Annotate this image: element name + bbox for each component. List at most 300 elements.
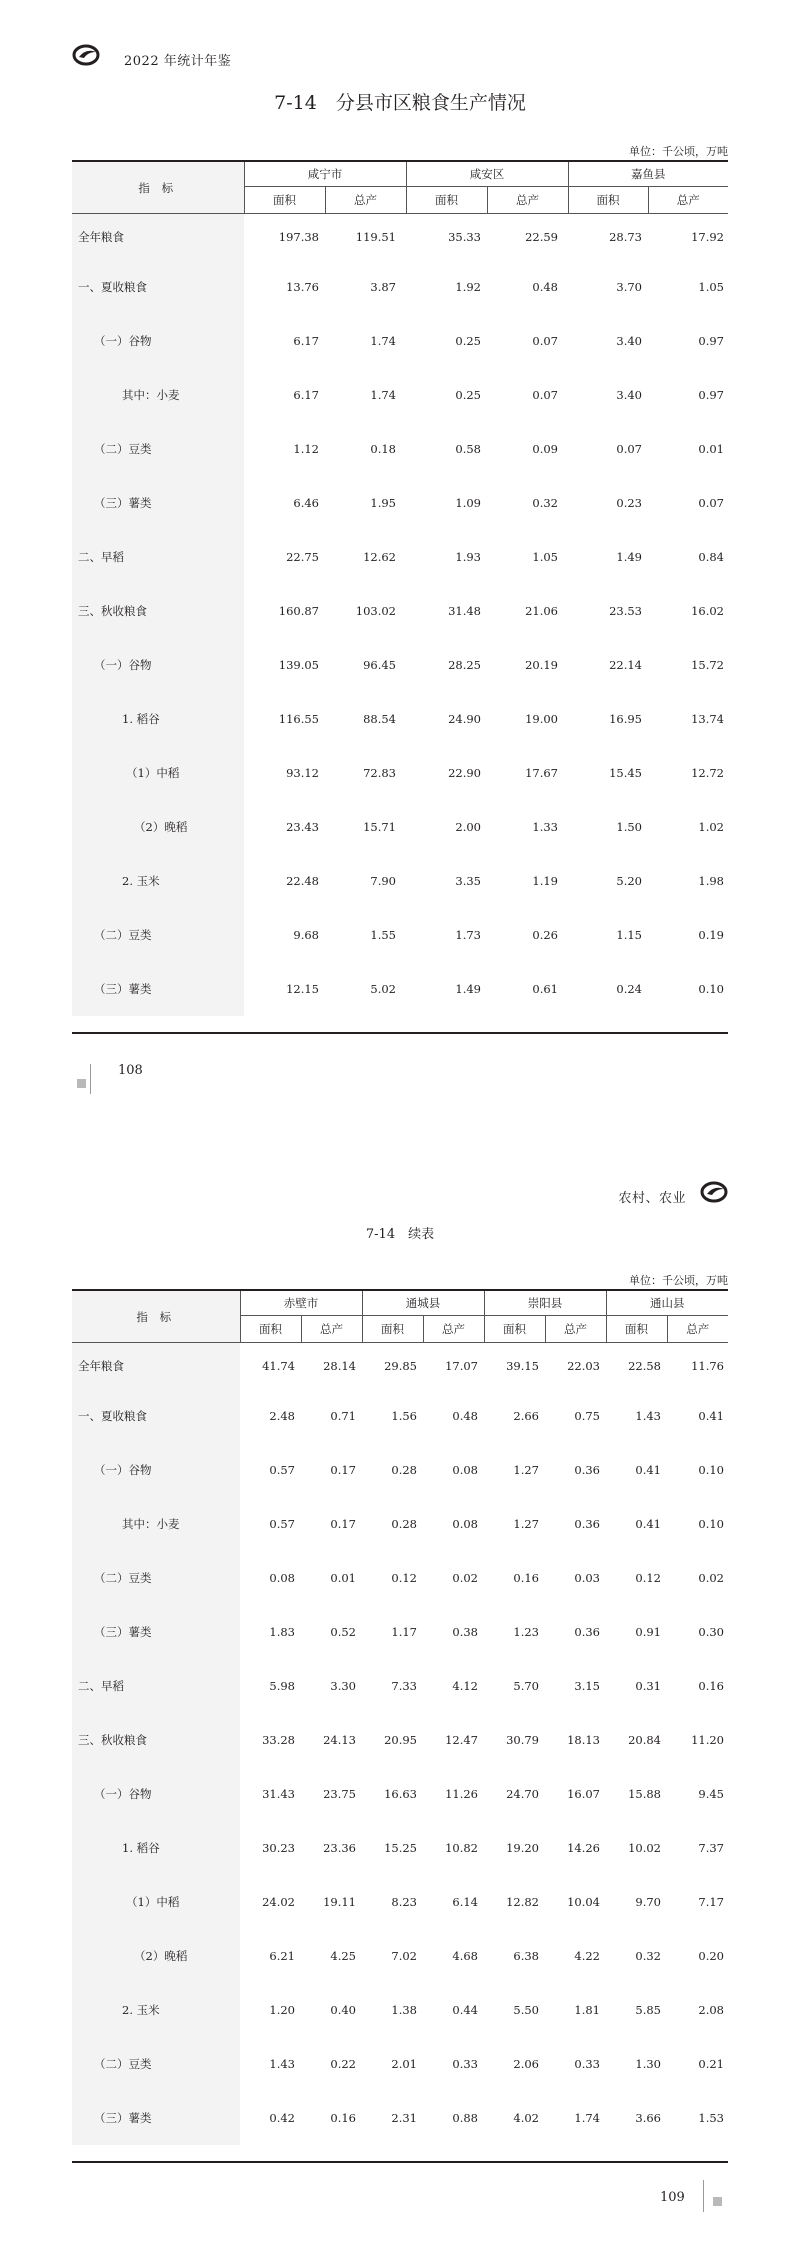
folio-rule <box>90 1064 91 1094</box>
area-header: 面积 <box>484 1316 545 1343</box>
area-value: 0.57 <box>269 1462 295 1477</box>
area-value: 0.23 <box>616 495 642 510</box>
row-label: （2）晚稻 <box>72 1929 240 1983</box>
output-value: 0.03 <box>574 1570 600 1585</box>
output-value: 0.01 <box>330 1570 356 1585</box>
area-value: 5.20 <box>616 873 642 888</box>
area-value: 0.91 <box>635 1624 661 1639</box>
output-value: 0.36 <box>574 1624 600 1639</box>
table-row <box>72 1821 728 1875</box>
output-value: 17.07 <box>445 1358 478 1373</box>
area-value: 1.73 <box>455 927 481 942</box>
area-header: 面积 <box>406 187 487 214</box>
output-value: 0.32 <box>532 495 558 510</box>
area-value: 7.33 <box>391 1678 417 1693</box>
row-label: 1. 稻谷 <box>72 1821 240 1875</box>
output-value: 17.92 <box>691 229 724 244</box>
output-value: 3.15 <box>574 1678 600 1693</box>
region-header: 赤壁市 <box>240 1290 362 1316</box>
area-value: 1.15 <box>616 927 642 942</box>
output-header: 总产 <box>301 1316 362 1343</box>
table-body <box>72 1343 728 2145</box>
table-body <box>72 214 728 1016</box>
region-header: 通城县 <box>362 1290 484 1316</box>
output-value: 88.54 <box>363 711 396 726</box>
output-value: 18.13 <box>567 1732 600 1747</box>
area-value: 1.27 <box>513 1516 539 1531</box>
output-value: 0.71 <box>330 1408 356 1423</box>
output-value: 96.45 <box>363 657 396 672</box>
area-value: 28.25 <box>448 657 481 672</box>
output-value: 1.05 <box>698 279 724 294</box>
area-value: 13.76 <box>286 279 319 294</box>
output-value: 23.75 <box>323 1786 356 1801</box>
output-value: 7.37 <box>698 1840 724 1855</box>
output-value: 4.25 <box>330 1948 356 1963</box>
output-value: 0.26 <box>532 927 558 942</box>
table-row <box>72 1551 728 1605</box>
area-value: 2.01 <box>391 2056 417 2071</box>
output-value: 1.05 <box>532 549 558 564</box>
area-value: 3.40 <box>616 333 642 348</box>
indicator-header: 指 标 <box>72 1290 240 1343</box>
output-value: 0.10 <box>698 1516 724 1531</box>
output-value: 0.16 <box>330 2110 356 2125</box>
area-value: 1.43 <box>269 2056 295 2071</box>
region-header: 通山县 <box>606 1290 728 1316</box>
output-value: 14.26 <box>567 1840 600 1855</box>
area-value: 12.15 <box>286 981 319 996</box>
output-value: 5.02 <box>370 981 396 996</box>
area-value: 2.06 <box>513 2056 539 2071</box>
area-value: 0.25 <box>455 387 481 402</box>
unit-note: 单位：千公顷，万吨 <box>629 1274 728 1287</box>
row-label: 三、秋收粮食 <box>72 1713 240 1767</box>
table-row <box>72 1983 728 2037</box>
unit-note: 单位：千公顷，万吨 <box>629 145 728 158</box>
row-label: （二）豆类 <box>72 2037 240 2091</box>
output-value: 0.02 <box>452 1570 478 1585</box>
area-value: 0.16 <box>513 1570 539 1585</box>
area-header: 面积 <box>568 187 648 214</box>
row-label: （1）中稻 <box>72 1875 240 1929</box>
output-value: 0.09 <box>532 441 558 456</box>
output-value: 0.40 <box>330 2002 356 2017</box>
output-value: 0.41 <box>698 1408 724 1423</box>
output-header: 总产 <box>648 187 728 214</box>
output-value: 15.72 <box>691 657 724 672</box>
area-value: 2.00 <box>455 819 481 834</box>
row-label: 全年粮食 <box>72 1343 240 1389</box>
output-header: 总产 <box>325 187 406 214</box>
area-value: 23.53 <box>609 603 642 618</box>
area-value: 4.02 <box>513 2110 539 2125</box>
area-value: 16.63 <box>384 1786 417 1801</box>
table-row <box>72 854 728 908</box>
area-value: 0.07 <box>616 441 642 456</box>
area-value: 0.24 <box>616 981 642 996</box>
area-value: 3.40 <box>616 387 642 402</box>
area-value: 20.95 <box>384 1732 417 1747</box>
area-value: 1.83 <box>269 1624 295 1639</box>
output-value: 12.47 <box>445 1732 478 1747</box>
area-value: 22.75 <box>286 549 319 564</box>
row-label: （一）谷物 <box>72 1767 240 1821</box>
row-label: （1）中稻 <box>72 746 244 800</box>
output-value: 0.20 <box>698 1948 724 1963</box>
row-label: （三）薯类 <box>72 476 244 530</box>
row-label: 2. 玉米 <box>72 1983 240 2037</box>
area-value: 35.33 <box>448 229 481 244</box>
output-value: 4.12 <box>452 1678 478 1693</box>
output-value: 0.07 <box>532 333 558 348</box>
area-value: 0.25 <box>455 333 481 348</box>
area-value: 31.43 <box>262 1786 295 1801</box>
area-value: 197.38 <box>278 229 319 244</box>
row-label: 一、夏收粮食 <box>72 1389 240 1443</box>
table-row <box>72 746 728 800</box>
output-value: 2.08 <box>698 2002 724 2017</box>
area-header: 面积 <box>606 1316 667 1343</box>
table-row <box>72 476 728 530</box>
output-value: 0.75 <box>574 1408 600 1423</box>
area-value: 0.28 <box>391 1516 417 1531</box>
page-109 <box>0 1131 800 2262</box>
area-value: 9.68 <box>293 927 319 942</box>
table-row <box>72 530 728 584</box>
output-value: 72.83 <box>363 765 396 780</box>
page-number: 108 <box>118 1063 143 1078</box>
area-value: 1.43 <box>635 1408 661 1423</box>
folio-marker <box>713 2197 722 2206</box>
output-value: 0.17 <box>330 1462 356 1477</box>
row-label: （二）豆类 <box>72 908 244 962</box>
area-value: 1.23 <box>513 1624 539 1639</box>
table-row <box>72 1875 728 1929</box>
area-value: 30.79 <box>506 1732 539 1747</box>
table-row <box>72 692 728 746</box>
row-label: （一）谷物 <box>72 1443 240 1497</box>
area-header: 面积 <box>240 1316 301 1343</box>
row-label: 三、秋收粮食 <box>72 584 244 638</box>
table-row <box>72 1929 728 1983</box>
area-value: 1.92 <box>455 279 481 294</box>
output-header: 总产 <box>545 1316 606 1343</box>
area-value: 31.48 <box>448 603 481 618</box>
row-label: 其中：小麦 <box>72 368 244 422</box>
area-value: 160.87 <box>278 603 319 618</box>
table-title: 7-14 续表 <box>365 1227 435 1242</box>
area-value: 1.12 <box>293 441 319 456</box>
page-number: 109 <box>660 2190 685 2205</box>
area-value: 0.58 <box>455 441 481 456</box>
row-label: 1. 稻谷 <box>72 692 244 746</box>
row-label: （一）谷物 <box>72 314 244 368</box>
output-value: 22.59 <box>525 229 558 244</box>
output-value: 13.74 <box>691 711 724 726</box>
area-value: 0.12 <box>391 1570 417 1585</box>
area-value: 1.38 <box>391 2002 417 2017</box>
output-value: 0.19 <box>698 927 724 942</box>
output-value: 10.82 <box>445 1840 478 1855</box>
output-value: 0.08 <box>452 1462 478 1477</box>
output-value: 1.98 <box>698 873 724 888</box>
area-value: 24.70 <box>506 1786 539 1801</box>
output-value: 1.53 <box>698 2110 724 2125</box>
output-value: 0.44 <box>452 2002 478 2017</box>
area-value: 1.09 <box>455 495 481 510</box>
table-row <box>72 1389 728 1443</box>
area-value: 3.66 <box>635 2110 661 2125</box>
area-value: 1.20 <box>269 2002 295 2017</box>
output-value: 19.00 <box>525 711 558 726</box>
output-value: 7.17 <box>698 1894 724 1909</box>
area-value: 2.31 <box>391 2110 417 2125</box>
grain-production-table <box>72 160 728 1016</box>
area-value: 23.43 <box>286 819 319 834</box>
output-value: 1.74 <box>574 2110 600 2125</box>
area-value: 0.28 <box>391 1462 417 1477</box>
table-row <box>72 260 728 314</box>
region-header: 崇阳县 <box>484 1290 606 1316</box>
grain-production-table-continued <box>72 1289 728 2145</box>
row-label: 二、早稻 <box>72 530 244 584</box>
area-value: 6.21 <box>269 1948 295 1963</box>
area-value: 8.23 <box>391 1894 417 1909</box>
area-value: 0.41 <box>635 1462 661 1477</box>
area-value: 39.15 <box>506 1358 539 1373</box>
output-value: 0.08 <box>452 1516 478 1531</box>
output-value: 0.18 <box>370 441 396 456</box>
table-row <box>72 638 728 692</box>
row-label: （三）薯类 <box>72 1605 240 1659</box>
area-value: 10.02 <box>628 1840 661 1855</box>
output-value: 0.36 <box>574 1516 600 1531</box>
output-value: 23.36 <box>323 1840 356 1855</box>
yearbook-logo-icon <box>700 1181 728 1203</box>
row-label: （三）薯类 <box>72 962 244 1016</box>
area-value: 16.95 <box>609 711 642 726</box>
area-value: 116.55 <box>278 711 319 726</box>
area-value: 28.73 <box>609 229 642 244</box>
output-value: 3.30 <box>330 1678 356 1693</box>
area-value: 3.70 <box>616 279 642 294</box>
output-value: 7.90 <box>370 873 396 888</box>
area-value: 0.08 <box>269 1570 295 1585</box>
output-value: 1.19 <box>532 873 558 888</box>
region-header: 咸安区 <box>406 161 568 187</box>
output-value: 16.02 <box>691 603 724 618</box>
output-value: 22.03 <box>567 1358 600 1373</box>
output-value: 1.02 <box>698 819 724 834</box>
row-label: （一）谷物 <box>72 638 244 692</box>
area-value: 5.98 <box>269 1678 295 1693</box>
output-value: 119.51 <box>355 229 396 244</box>
output-value: 103.02 <box>355 603 396 618</box>
table-row <box>72 2037 728 2091</box>
table-bottom-rule <box>72 1032 728 1034</box>
area-value: 19.20 <box>506 1840 539 1855</box>
area-value: 1.50 <box>616 819 642 834</box>
row-label: 2. 玉米 <box>72 854 244 908</box>
output-value: 11.76 <box>691 1358 724 1373</box>
area-value: 2.66 <box>513 1408 539 1423</box>
output-value: 1.95 <box>370 495 396 510</box>
output-value: 1.74 <box>370 387 396 402</box>
area-value: 0.12 <box>635 1570 661 1585</box>
output-value: 10.04 <box>567 1894 600 1909</box>
area-value: 22.58 <box>628 1358 661 1373</box>
table-row <box>72 368 728 422</box>
output-value: 0.10 <box>698 1462 724 1477</box>
yearbook-logo-icon <box>72 44 100 66</box>
output-value: 0.33 <box>452 2056 478 2071</box>
area-value: 5.70 <box>513 1678 539 1693</box>
output-value: 3.87 <box>370 279 396 294</box>
output-value: 1.74 <box>370 333 396 348</box>
output-header: 总产 <box>423 1316 484 1343</box>
output-value: 0.61 <box>532 981 558 996</box>
table-row <box>72 1713 728 1767</box>
region-header: 嘉鱼县 <box>568 161 728 187</box>
area-value: 22.90 <box>448 765 481 780</box>
table-bottom-rule <box>72 2161 728 2163</box>
area-value: 139.05 <box>278 657 319 672</box>
output-value: 4.68 <box>452 1948 478 1963</box>
output-value: 12.62 <box>363 549 396 564</box>
output-value: 0.52 <box>330 1624 356 1639</box>
table-row <box>72 422 728 476</box>
output-header: 总产 <box>667 1316 728 1343</box>
area-value: 93.12 <box>286 765 319 780</box>
output-header: 总产 <box>487 187 568 214</box>
area-value: 0.31 <box>635 1678 661 1693</box>
area-value: 20.84 <box>628 1732 661 1747</box>
output-value: 4.22 <box>574 1948 600 1963</box>
table-row <box>72 1605 728 1659</box>
row-label: （二）豆类 <box>72 1551 240 1605</box>
output-value: 15.71 <box>363 819 396 834</box>
area-value: 0.32 <box>635 1948 661 1963</box>
table-row <box>72 1659 728 1713</box>
output-value: 0.48 <box>532 279 558 294</box>
output-value: 0.33 <box>574 2056 600 2071</box>
output-value: 1.33 <box>532 819 558 834</box>
output-value: 0.38 <box>452 1624 478 1639</box>
table-row <box>72 962 728 1016</box>
row-label: 其中：小麦 <box>72 1497 240 1551</box>
area-value: 6.17 <box>293 387 319 402</box>
row-label: （二）豆类 <box>72 422 244 476</box>
output-value: 0.97 <box>698 387 724 402</box>
table-row <box>72 2091 728 2145</box>
output-value: 1.55 <box>370 927 396 942</box>
output-value: 17.67 <box>525 765 558 780</box>
area-value: 33.28 <box>262 1732 295 1747</box>
indicator-header: 指 标 <box>72 161 244 214</box>
output-value: 24.13 <box>323 1732 356 1747</box>
area-value: 9.70 <box>635 1894 661 1909</box>
area-value: 15.88 <box>628 1786 661 1801</box>
area-value: 2.48 <box>269 1408 295 1423</box>
running-head: 农村、农业 <box>618 1191 686 1206</box>
output-value: 6.14 <box>452 1894 478 1909</box>
output-value: 0.02 <box>698 1570 724 1585</box>
output-value: 0.30 <box>698 1624 724 1639</box>
output-value: 1.81 <box>574 2002 600 2017</box>
row-label: 全年粮食 <box>72 214 244 260</box>
output-value: 0.10 <box>698 981 724 996</box>
area-value: 29.85 <box>384 1358 417 1373</box>
area-value: 24.90 <box>448 711 481 726</box>
area-value: 3.35 <box>455 873 481 888</box>
table-row <box>72 1497 728 1551</box>
area-value: 5.50 <box>513 2002 539 2017</box>
area-value: 6.38 <box>513 1948 539 1963</box>
area-value: 0.57 <box>269 1516 295 1531</box>
area-value: 15.25 <box>384 1840 417 1855</box>
output-value: 0.36 <box>574 1462 600 1477</box>
output-value: 21.06 <box>525 603 558 618</box>
output-value: 0.88 <box>452 2110 478 2125</box>
area-value: 1.17 <box>391 1624 417 1639</box>
area-value: 5.85 <box>635 2002 661 2017</box>
area-value: 0.42 <box>269 2110 295 2125</box>
output-value: 28.14 <box>323 1358 356 1373</box>
row-label: （2）晚稻 <box>72 800 244 854</box>
region-header: 咸宁市 <box>244 161 406 187</box>
area-value: 6.17 <box>293 333 319 348</box>
area-value: 22.14 <box>609 657 642 672</box>
folio-rule <box>703 2180 704 2212</box>
table-row <box>72 908 728 962</box>
output-value: 0.48 <box>452 1408 478 1423</box>
output-value: 19.11 <box>323 1894 356 1909</box>
table-row <box>72 1443 728 1497</box>
output-value: 0.01 <box>698 441 724 456</box>
folio-marker <box>77 1079 86 1088</box>
area-header: 面积 <box>362 1316 423 1343</box>
area-value: 12.82 <box>506 1894 539 1909</box>
table-row <box>72 214 728 260</box>
running-head: 2022 年统计年鉴 <box>124 54 232 69</box>
row-label: （三）薯类 <box>72 2091 240 2145</box>
area-value: 0.41 <box>635 1516 661 1531</box>
area-value: 30.23 <box>262 1840 295 1855</box>
row-label: 一、夏收粮食 <box>72 260 244 314</box>
area-value: 1.27 <box>513 1462 539 1477</box>
area-value: 22.48 <box>286 873 319 888</box>
output-value: 0.21 <box>698 2056 724 2071</box>
area-value: 1.93 <box>455 549 481 564</box>
output-value: 12.72 <box>691 765 724 780</box>
area-value: 6.46 <box>293 495 319 510</box>
output-value: 9.45 <box>698 1786 724 1801</box>
output-value: 20.19 <box>525 657 558 672</box>
output-value: 0.07 <box>532 387 558 402</box>
table-row <box>72 800 728 854</box>
area-header: 面积 <box>244 187 325 214</box>
area-value: 15.45 <box>609 765 642 780</box>
area-value: 41.74 <box>262 1358 295 1373</box>
output-value: 0.22 <box>330 2056 356 2071</box>
area-value: 1.49 <box>455 981 481 996</box>
area-value: 1.56 <box>391 1408 417 1423</box>
table-row <box>72 1767 728 1821</box>
area-value: 1.49 <box>616 549 642 564</box>
output-value: 0.16 <box>698 1678 724 1693</box>
output-value: 16.07 <box>567 1786 600 1801</box>
